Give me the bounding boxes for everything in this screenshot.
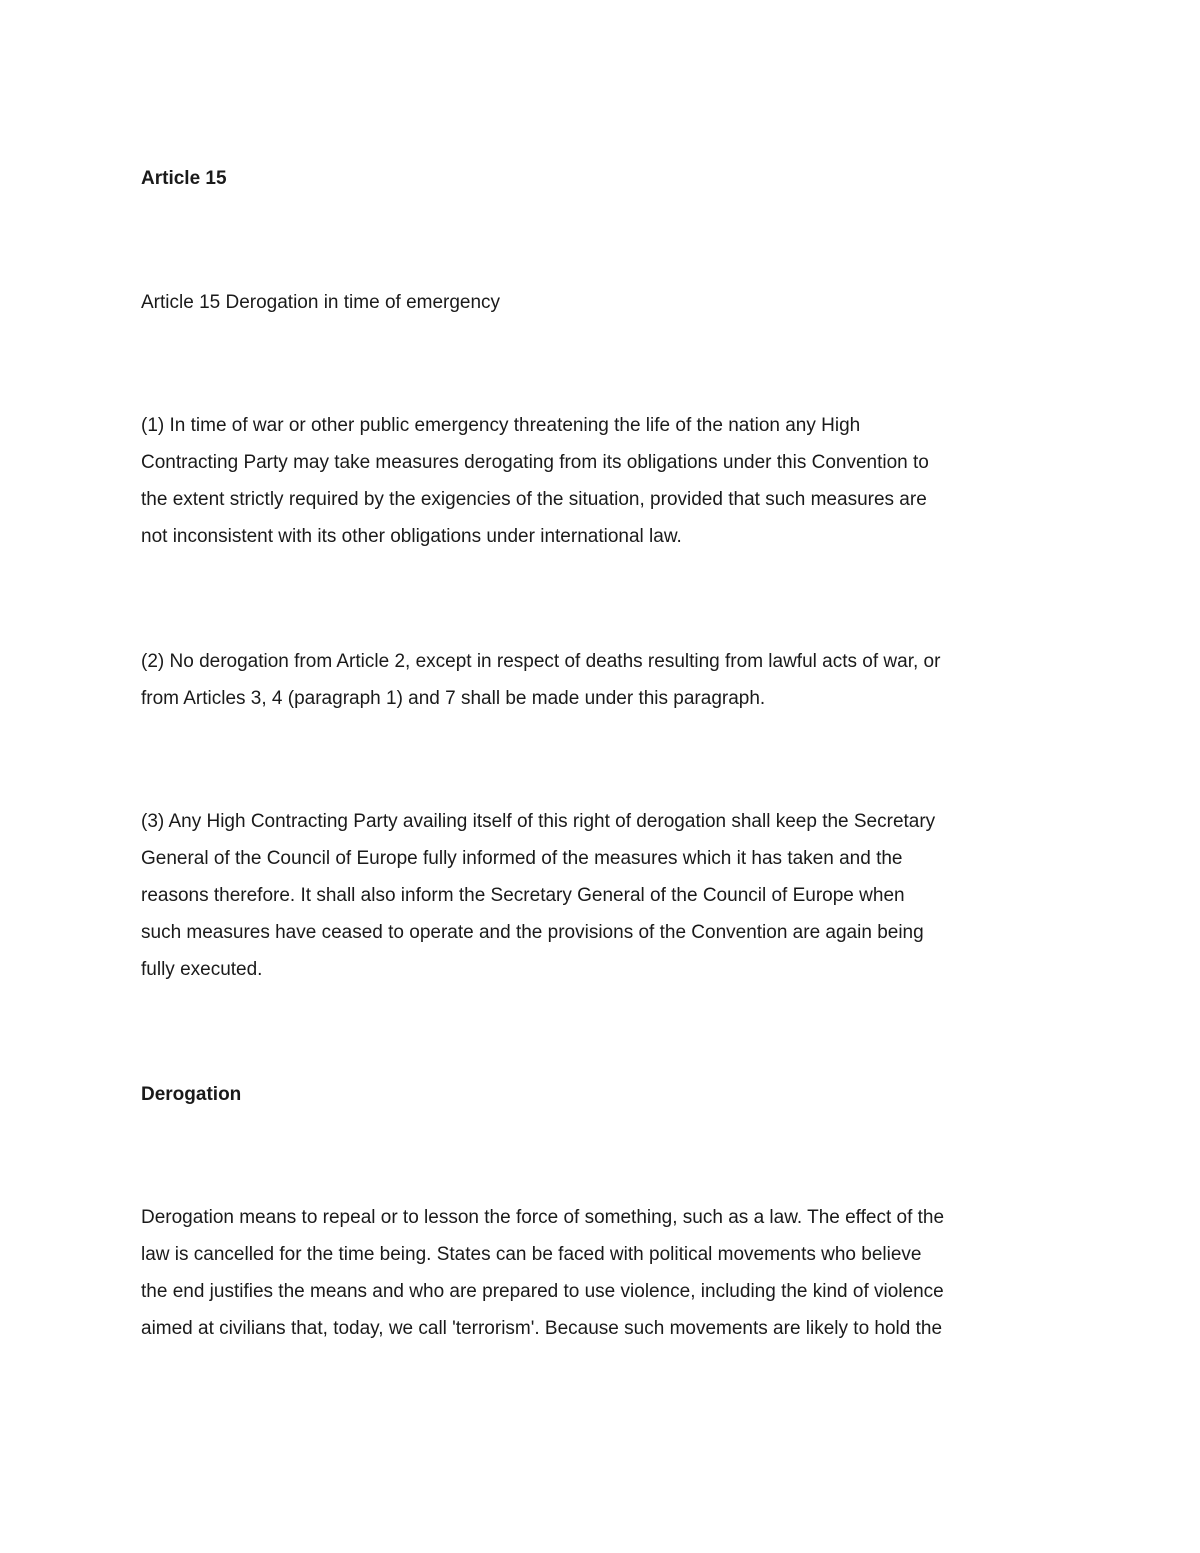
paragraph-1-line: (1) In time of war or other public emergency threatening the life of the nation any High	[141, 415, 861, 436]
paragraph-3-line: fully executed.	[141, 959, 263, 980]
paragraph-1-line: the extent strictly required by the exigencies of the situation, provided that such measures are	[141, 489, 927, 510]
article-title-text: Article 15 Derogation in time of emergency	[141, 292, 501, 313]
paragraph-3-line: reasons therefore. It shall also inform the Secretary General of the Council of Europe when	[141, 885, 905, 906]
paragraph-1	[141, 407, 1061, 555]
paragraph-1-line: Contracting Party may take measures derogating from its obligations under this Convention to	[141, 452, 929, 473]
paragraph-4	[141, 1199, 1061, 1347]
paragraph-3	[141, 803, 1061, 988]
article-title	[141, 284, 1061, 321]
article-heading	[141, 160, 1061, 197]
paragraph-4-line: the end justifies the means and who are prepared to use violence, including the kind of violence	[141, 1281, 944, 1302]
paragraph-3-line: General of the Council of Europe fully informed of the measures which it has taken and the	[141, 848, 903, 869]
paragraph-3-line: such measures have ceased to operate and the provisions of the Convention are again being	[141, 922, 924, 943]
article-heading-text: Article 15	[141, 168, 227, 189]
derogation-heading	[141, 1076, 1061, 1113]
paragraph-2-line: (2) No derogation from Article 2, except in respect of deaths resulting from lawful acts of war, or	[141, 651, 941, 672]
paragraph-2	[141, 643, 1061, 717]
paragraph-2-line: from Articles 3, 4 (paragraph 1) and 7 shall be made under this paragraph.	[141, 688, 766, 709]
derogation-heading-text: Derogation	[141, 1084, 242, 1105]
paragraph-1-line: not inconsistent with its other obligations under international law.	[141, 526, 682, 547]
paragraph-4-line: law is cancelled for the time being. States can be faced with political movements who believe	[141, 1244, 922, 1265]
paragraph-4-line: aimed at civilians that, today, we call 'terrorism'. Because such movements are likely to hold the	[141, 1318, 943, 1339]
paragraph-4-line: Derogation means to repeal or to lesson the force of something, such as a law. The effect of the	[141, 1207, 945, 1228]
paragraph-3-line: (3) Any High Contracting Party availing itself of this right of derogation shall keep the Secretary	[141, 811, 936, 832]
